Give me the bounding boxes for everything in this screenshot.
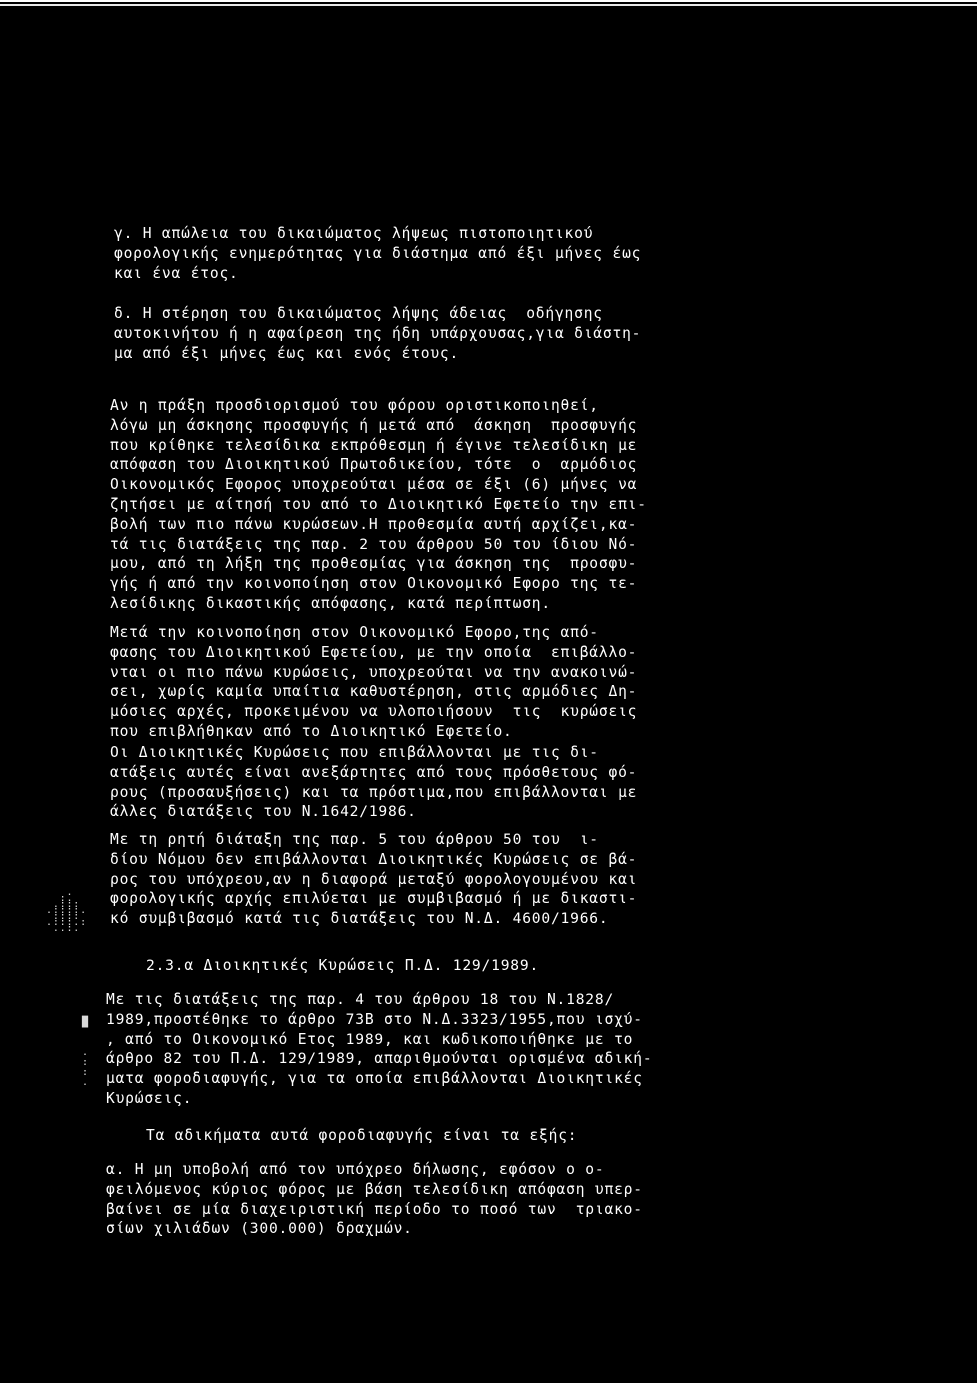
- item-gamma: γ. Η απώλεια του δικαιώματος λήψεως πιστοποιητικού φορολογικής ενημερότητας για διάστημα από έξι μήνες έως και ένα έτος.: [114, 225, 642, 282]
- section-heading: 2.3.α Διοικητικές Κυρώσεις Π.Δ. 129/1989.: [146, 957, 540, 974]
- paragraph-explicit: Με τη ρητή διάταξη της παρ. 5 του άρθρου 50 του ι- δίου Νόμου δεν επιβάλλονται Διοικητικές Κυρώσεις σε βά- ρος του υπόχρεου,αν η διαφορά μεταξύ φορολογουμένου και φορολογικής αρχής επιλύεται με συμβιβασμό ή με δικαστι- κό συμβιβασμό κατά τις διατάξεις του Ν.Δ. 4600/1966.: [110, 831, 638, 928]
- offense-alpha: α. Η μη υποβολή από τον υπόχρεο δήλωσης, εφόσον ο ο- φειλόμενος κύριος φόρος με βάση τελεσίδικη απόφαση υπερ- βαίνει σε μία διαχειριστική περίοδο το ποσό των τριακο- σίων χιλιάδων (300.000) δραχμών.: [106, 1161, 643, 1238]
- paragraph-article: Με τις διατάξεις της παρ. 4 του άρθρου 18 του Ν.1828/ 1989,προστέθηκε το άρθρο 73Β στο Ν.Δ.3323/1955,που ισχύ- , από το Οικονομικό Ετος 1989, και κωδικοποιήθηκε με το άρθρο 82 του Π.Δ. 129/1989, απαριθμούνται ορισμένα αδική- ματα φοροδιαφυγής, για τα οποία επιβάλλονται Διοικητικές Κυρώσεις.: [106, 991, 653, 1107]
- paragraph-independent: Οι Διοικητικές Κυρώσεις που επιβάλλονται με τις δι- ατάξεις αυτές είναι ανεξάρτητες από τους πρόσθετους φό- ρους (προσαυξήσεις) και τα πρόστιμα,που επιβάλλονται με άλλες διατάξεις του Ν.1642/1986.: [110, 744, 638, 821]
- item-delta: δ. Η στέρηση του δικαιώματος λήψης άδειας οδήγησης αυτοκινήτου ή η αφαίρεση της ήδη υπάρχουσας,για διάστη- μα από έξι μήνες έως και ενός έτους.: [114, 305, 642, 362]
- paragraph-notify: Μετά την κοινοποίηση στον Οικονομικό Εφορο,της από- φασης του Διοικητικού Εφετείου, με την οποία επιβάλλο- νται οι πιο πάνω κυρώσεις, υποχρεούται να την ανακοινώ- σει, χωρίς καμία υπαίτια καθυστέρηση, στις αρμόδιες Δη- μόσιες αρχές, προκειμένου να υλοποιήσουν τις κυρώσεις που επιβλήθηκαν από το Διοικητικό Εφετείο.: [110, 624, 638, 740]
- scan-speckle-margin: █ . : : .: [82, 1017, 89, 1088]
- scan-speckle-left: . :. .::: .::::. :::: .:::.: ..:.: [46, 887, 87, 934]
- paragraph-appeal: Αν η πράξη προσδιορισμού του φόρου οριστικοποιηθεί, λόγω μη άσκησης προσφυγής ή μετά από άσκηση προσφυγής που κρίθηκε τελεσίδικα εκπρόθεσμη ή έγινε τελεσίδικη με απόφαση του Διοικητικού Πρωτοδικείου, τότε ο αρμόδιος Οικονομικός Εφορος υποχρεούται μέσα σε έξι (6) μήνες να ζητήσει με αίτησή του από το Διοικητικό Εφετείο την επι- βολή των πιο πάνω κυρώσεων.Η προθεσμία αυτή αρχίζει,κα- τά τις διατάξεις της παρ. 2 του άρθρου 50 του ίδιου Νό- μου, από τη λήξη της προθεσμίας για άσκηση της προσφυ- γής ή από την κοινοποίηση στον Οικονομικό Εφορο της τε- λεσίδικης δικαστικής απόφασης, κατά περίπτωση.: [110, 397, 647, 612]
- offenses-intro: Τα αδικήματα αυτά φοροδιαφυγής είναι τα εξής:: [146, 1127, 578, 1144]
